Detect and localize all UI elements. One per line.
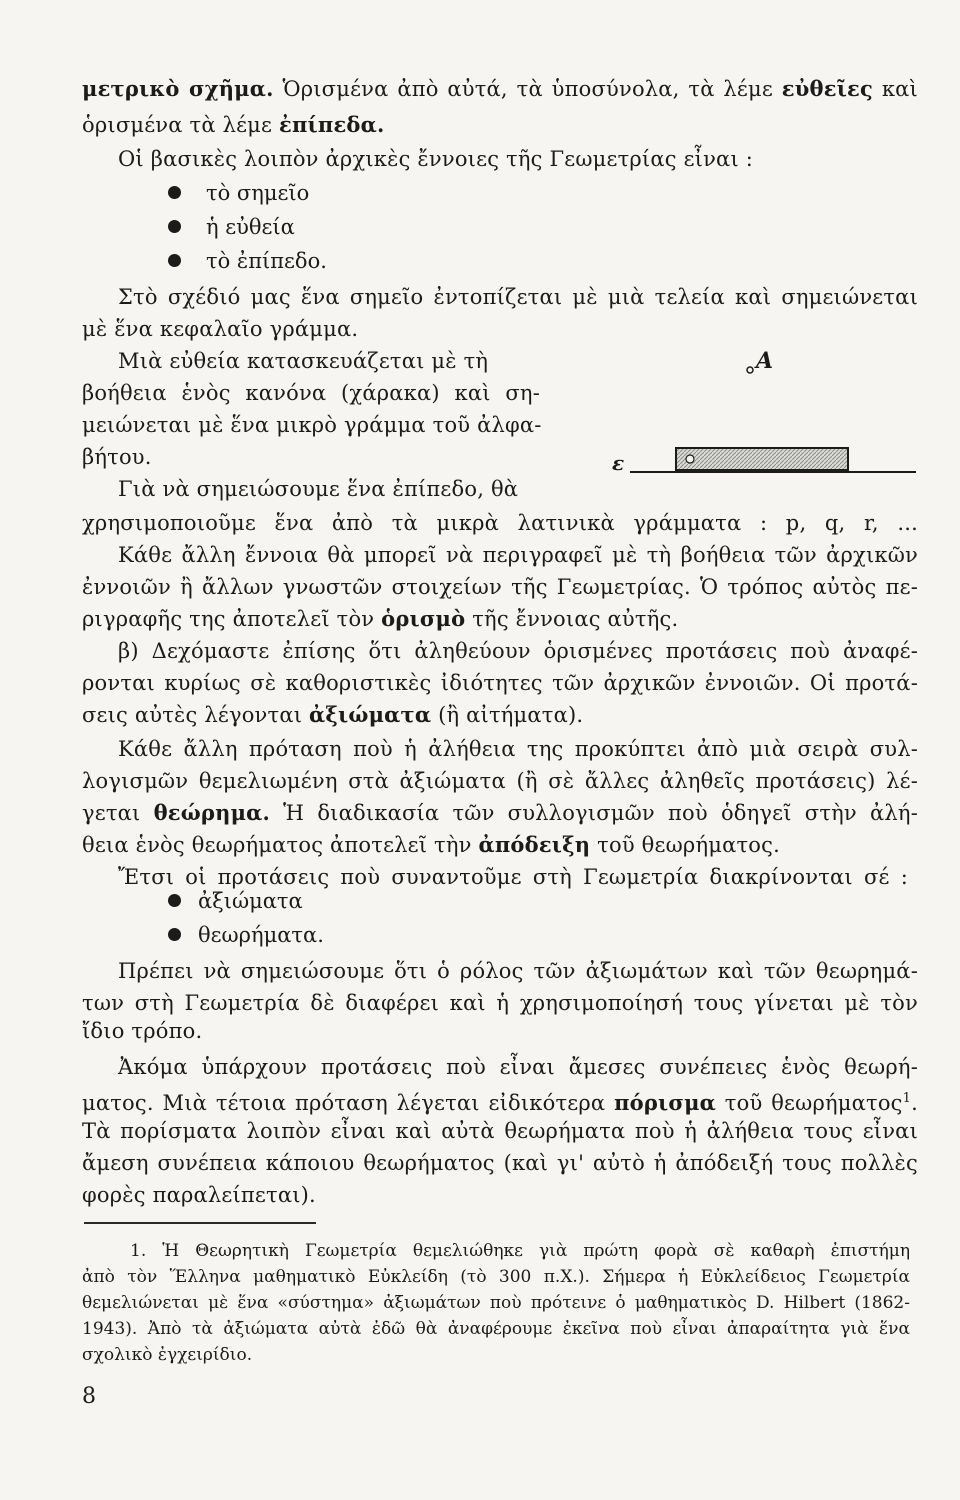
text-line: ριγραφῆς της ἀποτελεῖ τὸν ὁρισμὸ τῆς ἔννοιας αὐτῆς.	[82, 606, 679, 631]
list-item: τὸ ἐπίπεδο.	[206, 249, 327, 273]
text-line: ἴδιο τρόπο.	[82, 1019, 203, 1043]
text-line: χρησιμοποιοῦμε ἕνα ἀπὸ τὰ μικρὰ λατινικὰ γράμματα : p, q, r, ...	[82, 511, 918, 535]
point-line-figure	[600, 348, 920, 478]
text-line: Γιὰ νὰ σημειώσουμε ἕνα ἐπίπεδο, θὰ	[118, 477, 519, 501]
bullet-icon	[168, 254, 181, 267]
list-item: θεωρήματα.	[198, 923, 324, 947]
text-line: Στὸ σχέδιό μας ἕνα σημεῖο ἐντοπίζεται μὲ μιὰ τελεία καὶ σημειώνεται	[118, 285, 918, 309]
text-line: μετρικὸ σχῆμα. Ὁρισμένα ἀπὸ αὐτά, τὰ ὑποσύνολα, τὰ λέμε εὐθεῖες καὶ	[82, 76, 918, 101]
list-item: τὸ σημεῖο	[206, 181, 310, 205]
text-line: Μιὰ εὐθεία κατασκευάζεται μὲ τὴ	[118, 349, 489, 373]
text-line: ματος. Μιὰ τέτοια πρόταση λέγεται εἰδικότερα πόρισμα τοῦ θεωρήματος$^1$.	[82, 1090, 918, 1115]
list-item: ἀξιώματα	[198, 889, 303, 913]
text-line: Ἀκόμα ὑπάρχουν προτάσεις ποὺ εἶναι ἄμεσες συνέπειες ἑνὸς θεωρή-	[118, 1055, 918, 1079]
text-line: βήτου.	[82, 445, 152, 469]
text-line: των στὴ Γεωμετρία δὲ διαφέρει καὶ ἡ χρησιμοποίησή τους γίνεται μὲ τὸν	[82, 991, 918, 1015]
point-label: A	[756, 348, 774, 374]
footnote-line: σχολικὸ ἐγχειρίδιο.	[82, 1345, 253, 1365]
text-line: φορὲς παραλείπεται).	[82, 1183, 316, 1207]
text-line: θεια ἑνὸς θεωρήματος ἀποτελεῖ τὴν ἀπόδειξη τοῦ θεωρήματος.	[82, 832, 780, 857]
footnote-line: 1. Ἡ Θεωρητικὴ Γεωμετρία θεμελιώθηκε γιὰ πρώτη φορὰ σὲ καθαρὴ ἐπιστήμη	[130, 1241, 910, 1261]
ruler-icon	[676, 448, 848, 470]
bullet-icon	[168, 894, 181, 907]
bullet-icon	[168, 220, 181, 233]
text-line: βοήθεια ἑνὸς κανόνα (χάρακα) καὶ ση-	[82, 381, 540, 405]
footnote-line: 1943). Ἀπὸ τὰ ἀξιώματα αὐτὰ ἐδῶ θὰ ἀναφέρουμε ἐκεῖνα ποὺ εἶναι ἀπαραίτητα γιὰ ἕνα	[82, 1319, 910, 1339]
text-line: ἄμεση συνέπεια κάποιου θεωρήματος (καὶ γι' αὐτὸ ἡ ἀπόδειξή τους πολλὲς	[82, 1151, 918, 1175]
page-number: 8	[82, 1384, 96, 1409]
text-line: Τὰ πορίσματα λοιπὸν εἶναι καὶ αὐτὰ θεωρήματα ποὺ ἡ ἀλήθεια τους εἶναι	[82, 1119, 918, 1143]
text-line: ἐννοιῶν ἢ ἄλλων γνωστῶν στοιχείων τῆς Γεωμετρίας. Ὁ τρόπος αὐτὸς πε-	[82, 575, 918, 599]
text-line: Ἔτσι οἱ προτάσεις ποὺ συναντοῦμε στὴ Γεωμετρία διακρίνονται σέ :	[118, 865, 908, 889]
text-line: Οἱ βασικὲς λοιπὸν ἀρχικὲς ἔννοιες τῆς Γεωμετρίας εἶναι :	[118, 147, 754, 171]
text-line: ὁρισμένα τὰ λέμε ἐπίπεδα.	[82, 112, 385, 137]
text-line: μὲ ἕνα κεφαλαῖο γράμμα.	[82, 317, 359, 341]
bullet-icon	[168, 186, 181, 199]
footnote-line: ἀπὸ τὸν Ἕλληνα μαθηματικὸ Εὐκλείδη (τὸ 300 π.Χ.). Σήμερα ἡ Εὐκλείδειος Γεωμετρία	[82, 1267, 910, 1287]
bullet-icon	[168, 928, 181, 941]
footnote-line: θεμελιώνεται μὲ ἕνα «σύστημα» ἀξιωμάτων ποὺ πρότεινε ὁ μαθηματικὸς D. Hilbert (1862-	[82, 1293, 910, 1313]
text-line: λογισμῶν θεμελιωμένη στὰ ἀξιώματα (ἢ σὲ ἄλλες ἀληθεῖς προτάσεις) λέ-	[82, 769, 918, 793]
text-line: Κάθε ἄλλη ἔννοια θὰ μπορεῖ νὰ περιγραφεῖ μὲ τὴ βοήθεια τῶν ἀρχικῶν	[118, 543, 918, 567]
text-line: σεις αὐτὲς λέγονται ἀξιώματα (ἢ αἰτήματα).	[82, 702, 584, 727]
text-line: Κάθε ἄλλη πρόταση ποὺ ἡ ἀλήθεια της προκύπτει ἀπὸ μιὰ σειρὰ συλ-	[118, 737, 918, 761]
text-line: ρονται κυρίως σὲ καθοριστικὲς ἰδιότητες τῶν ἀρχικῶν ἐννοιῶν. Οἱ προτά-	[82, 671, 918, 695]
text-line: β) Δεχόμαστε ἐπίσης ὅτι ἀληθεύουν ὁρισμένες προτάσεις ποὺ ἀναφέ-	[118, 639, 918, 663]
footnote-separator	[84, 1222, 316, 1224]
line-label: ε	[612, 451, 625, 475]
text-line: μειώνεται μὲ ἕνα μικρὸ γράμμα τοῦ ἀλφα-	[82, 413, 542, 437]
text-line: Πρέπει νὰ σημειώσουμε ὅτι ὁ ρόλος τῶν ἀξιωμάτων καὶ τῶν θεωρημά-	[118, 959, 918, 983]
list-item: ἡ εὐθεία	[206, 215, 295, 239]
ruler-hole-icon	[686, 455, 694, 463]
point-marker	[747, 367, 753, 373]
text-line: γεται θεώρημα. Ἡ διαδικασία τῶν συλλογισμῶν ποὺ ὁδηγεῖ στὴν ἀλή-	[82, 800, 918, 825]
